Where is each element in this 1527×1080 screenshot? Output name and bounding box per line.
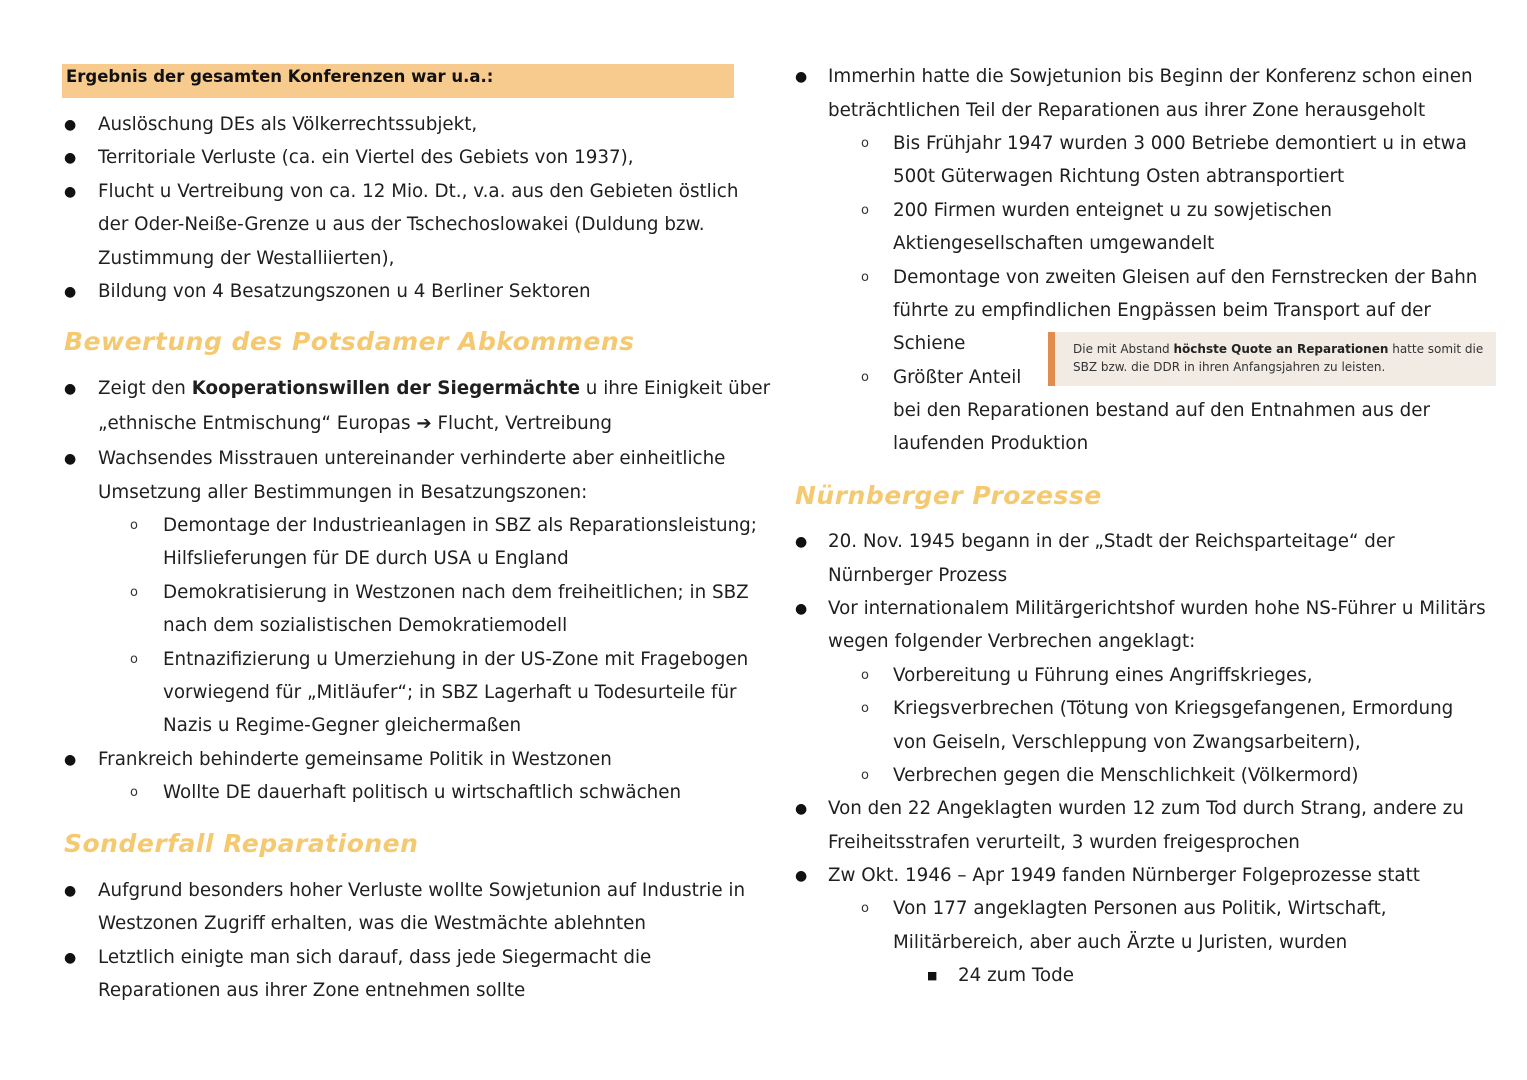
heading-nuremberg: Nürnberger Prozesse [795, 481, 1102, 510]
bullet: ● [64, 381, 77, 397]
bullet: ● [795, 534, 808, 550]
heading-reparations: Sonderfall Reparationen [64, 829, 419, 858]
result-item: der Oder-Neiße-Grenze u aus der Tschechoslowakei (Duldung bzw. [98, 214, 705, 235]
bullet: ● [795, 801, 808, 817]
sub-bullet: o [130, 585, 138, 600]
bold-text: höchste Quote an Reparationen [1173, 342, 1389, 356]
nuremberg-sub: Kriegsverbrechen (Tötung von Kriegsgefangenen, Ermordung [893, 698, 1454, 719]
soviet-sub: Bis Frühjahr 1947 wurden 3 000 Betriebe demontiert u in etwa [893, 133, 1467, 154]
sub-bullet: o [861, 270, 869, 285]
bullet: ● [795, 69, 808, 85]
soviet-line: beträchtlichen Teil der Reparationen aus ihrer Zone herausgeholt [828, 100, 1426, 121]
reparations-line: Aufgrund besonders hoher Verluste wollte Sowjetunion auf Industrie in [98, 880, 746, 901]
heading-potsdam: Bewertung des Potsdamer Abkommens [64, 327, 635, 356]
nuremberg-line: 20. Nov. 1945 begann in der „Stadt der Reichsparteitage“ der [828, 531, 1395, 552]
sub-bullet: o [861, 370, 869, 385]
sub-bullet: o [861, 203, 869, 218]
potsdam-sub: Nazis u Regime-Gegner gleichermaßen [163, 715, 522, 736]
sub-bullet: o [130, 652, 138, 667]
nuremberg-line: Vor internationalem Militärgerichtshof wurden hohe NS-Führer u Militärs [828, 598, 1486, 619]
nuremberg-sub: von Geiseln, Verschleppung von Zwangsarbeitern), [893, 732, 1361, 753]
bullet: ● [64, 284, 77, 300]
bullet: ● [64, 752, 77, 768]
soviet-sub: führte zu empfindlichen Engpässen beim Transport auf der [893, 300, 1431, 321]
sub-bullet: o [130, 785, 138, 800]
potsdam-line: Wachsendes Misstrauen untereinander verhinderte aber einheitliche [98, 448, 726, 469]
nuremberg-sub: Von 177 angeklagten Personen aus Politik, Wirtschaft, [893, 898, 1387, 919]
potsdam-sub: Hilfslieferungen für DE durch USA u England [163, 548, 569, 569]
nuremberg-line: wegen folgender Verbrechen angeklagt: [828, 631, 1196, 652]
result-item: Bildung von 4 Besatzungszonen u 4 Berliner Sektoren [98, 281, 591, 302]
sub-bullet: o [861, 901, 869, 916]
text: hatte somit die [1388, 342, 1484, 356]
soviet-sub: Schiene [893, 333, 966, 354]
nuremberg-line: Nürnberger Prozess [828, 565, 1008, 586]
sub-bullet: o [130, 518, 138, 533]
bullet: ● [64, 117, 77, 133]
bullet: ● [64, 150, 77, 166]
result-item: Flucht u Vertreibung von ca. 12 Mio. Dt., v.a. aus den Gebieten östlich [98, 181, 739, 202]
text: Zeigt den [98, 378, 192, 399]
potsdam-line: Frankreich behinderte gemeinsame Politik in Westzonen [98, 749, 612, 770]
potsdam-sub: nach dem sozialistischen Demokratiemodell [163, 615, 568, 636]
nuremberg-line: Freiheitsstrafen verurteilt, 3 wurden freigesprochen [828, 832, 1300, 853]
text: u ihre Einigkeit über [580, 378, 771, 399]
result-highlight-box [62, 64, 734, 98]
soviet-sub: bei den Reparationen bestand auf den Entnahmen aus der [893, 400, 1430, 421]
potsdam-sub: vorwiegend für „Mitläufer“; in SBZ Lagerhaft u Todesurteile für [163, 682, 737, 703]
soviet-sub: 200 Firmen wurden enteignet u zu sowjetischen [893, 200, 1332, 221]
result-item: Territoriale Verluste (ca. ein Viertel des Gebiets von 1937), [98, 147, 634, 168]
potsdam-sub: Wollte DE dauerhaft politisch u wirtschaftlich schwächen [163, 782, 682, 803]
bullet: ● [795, 601, 808, 617]
soviet-sub: Größter Anteil [893, 367, 1022, 388]
potsdam-line: „ethnische Entmischung“ Europas ➔ Flucht, Vertreibung [98, 413, 612, 434]
reparations-line: Westzonen Zugriff erhalten, was die Westmächte ablehnten [98, 913, 646, 934]
result-item: Zustimmung der Westalliierten), [98, 248, 395, 269]
nuremberg-tertiary: 24 zum Tode [958, 965, 1074, 986]
nuremberg-sub: Verbrechen gegen die Menschlichkeit (Völkermord) [893, 765, 1359, 786]
result-item: Auslöschung DEs als Völkerrechtssubjekt, [98, 114, 478, 135]
nuremberg-sub: Militärbereich, aber auch Ärzte u Juristen, wurden [893, 932, 1348, 953]
soviet-sub: 500t Güterwagen Richtung Osten abtransportiert [893, 166, 1345, 187]
sub-bullet: o [861, 701, 869, 716]
soviet-sub: laufenden Produktion [893, 433, 1089, 454]
bullet: ● [64, 184, 77, 200]
bold-text: Kooperationswillen der Siegermächte [191, 378, 580, 399]
reparations-line: Reparationen aus ihrer Zone entnehmen sollte [98, 980, 526, 1001]
soviet-sub: Aktiengesellschaften umgewandelt [893, 233, 1215, 254]
reparation-quote-note [1048, 332, 1496, 386]
potsdam-sub: Demontage der Industrieanlagen in SBZ als Reparationsleistung; [163, 515, 757, 536]
potsdam-line: Umsetzung aller Bestimmungen in Besatzungszonen: [98, 482, 588, 503]
nuremberg-line: Zw Okt. 1946 – Apr 1949 fanden Nürnberger Folgeprozesse statt [828, 865, 1420, 886]
nuremberg-line: Von den 22 Angeklagten wurden 12 zum Tod durch Strang, andere zu [828, 798, 1464, 819]
potsdam-sub: Demokratisierung in Westzonen nach dem freiheitlichen; in SBZ [163, 582, 749, 603]
result-box-text: Ergebnis der gesamten Konferenzen war u.a.: [66, 67, 494, 86]
soviet-line: Immerhin hatte die Sowjetunion bis Beginn der Konferenz schon einen [828, 66, 1473, 87]
bullet: ● [64, 451, 77, 467]
text: Die mit Abstand [1073, 342, 1174, 356]
sub-bullet: o [861, 136, 869, 151]
bullet: ● [795, 868, 808, 884]
reparations-line: Letztlich einigte man sich darauf, dass jede Siegermacht die [98, 947, 652, 968]
soviet-sub: Demontage von zweiten Gleisen auf den Fernstrecken der Bahn [893, 267, 1478, 288]
sub-bullet: o [861, 668, 869, 683]
square-bullet: ■ [927, 969, 938, 982]
potsdam-sub: Entnazifizierung u Umerziehung in der US-Zone mit Fragebogen [163, 649, 749, 670]
bullet: ● [64, 883, 77, 899]
note-line-1 [1073, 340, 1496, 358]
nuremberg-sub: Vorbereitung u Führung eines Angriffskrieges, [893, 665, 1313, 686]
potsdam-line [98, 377, 770, 401]
sub-bullet: o [861, 768, 869, 783]
bullet: ● [64, 950, 77, 966]
note-line-2: SBZ bzw. die DDR in ihren Anfangsjahren zu leisten. [1073, 360, 1386, 374]
